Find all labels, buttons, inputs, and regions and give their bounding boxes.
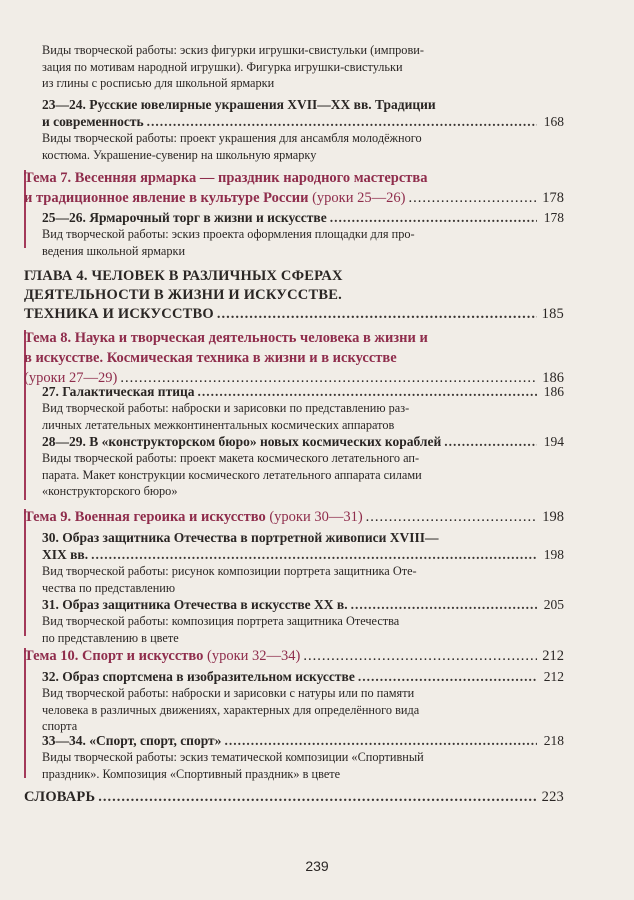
- page-ref: 194: [543, 434, 564, 449]
- page-ref: 223: [541, 789, 564, 805]
- lesson-description: парата. Макет конструкции космического летательного аппарата силами: [42, 467, 422, 482]
- page-ref: 212: [542, 648, 564, 664]
- lesson-description: Вид творческой работы: наброски и зарисовки по представлению раз-: [42, 401, 410, 415]
- chapter-title: ГЛАВА 4. ЧЕЛОВЕК В РАЗЛИЧНЫХ СФЕРАХ: [24, 268, 343, 284]
- page-ref: 212: [543, 669, 564, 684]
- page-number: 239: [305, 858, 329, 874]
- page-ref: 186: [542, 370, 564, 386]
- lesson-title: 28—29. В «конструкторском бюро» новых космических кораблей: [42, 434, 442, 449]
- leader-dots: [224, 732, 537, 749]
- topic-title: и традиционное явление в культуре России: [24, 190, 309, 206]
- toc-entry-lesson-31[interactable]: [42, 596, 564, 646]
- lesson-description: человека в различных движениях, характерных для определённого вида: [42, 702, 420, 717]
- toc-entry-lesson-33-34[interactable]: [42, 732, 564, 782]
- lesson-description: Виды творческой работы: проект макета космического летательного ап-: [42, 451, 420, 465]
- leader-dots: [358, 668, 537, 685]
- toc-entry-topic-7[interactable]: [24, 168, 564, 208]
- glossary-title: СЛОВАРЬ: [24, 789, 96, 805]
- page-ref: 205: [543, 597, 564, 612]
- lesson-description: Виды творческой работы: эскиз тематической композиции «Спортивный: [42, 750, 424, 764]
- leader-dots: [98, 788, 537, 807]
- topic-range: (уроки 32—34): [206, 648, 301, 664]
- topic-range: (уроки 25—26): [312, 190, 406, 206]
- page-ref: 185: [541, 306, 564, 322]
- lesson-description: «конструкторского бюро»: [42, 484, 178, 498]
- toc-entry-lesson-23-24[interactable]: [42, 96, 564, 163]
- leader-dots: [330, 209, 537, 226]
- page-ref: 198: [542, 509, 564, 525]
- lesson-description: Виды творческой работы: проект украшения для ансамбля молодёжного: [42, 131, 422, 145]
- lesson-description: чества по представлению: [42, 580, 176, 595]
- lesson-title: 32. Образ спортсмена в изобразительном искусстве: [42, 669, 355, 684]
- topic-range: (уроки 27—29): [24, 370, 118, 386]
- lesson-description: по представлению в цвете: [42, 630, 179, 645]
- leader-dots: [147, 113, 537, 130]
- lesson-title: 33—34. «Спорт, спорт, спорт»: [42, 733, 222, 748]
- toc-entry-lesson-28-29[interactable]: [42, 433, 564, 500]
- leader-dots: [444, 433, 537, 450]
- leader-dots: [198, 383, 537, 400]
- toc-entry-lesson-25-26[interactable]: [42, 209, 564, 259]
- leader-dots: [408, 188, 537, 208]
- lesson-title: 30. Образ защитника Отечества в портретной живописи XVIII—: [42, 530, 439, 545]
- topic-bracket: [24, 648, 26, 778]
- lesson-title: 23—24. Русские ювелирные украшения XVII—XX вв. Традиции: [42, 97, 436, 112]
- leader-dots: [91, 546, 537, 563]
- lesson-title: 27. Галактическая птица: [42, 384, 195, 399]
- page-ref: 198: [543, 547, 564, 562]
- toc-entry-glossary[interactable]: [24, 788, 564, 807]
- lesson-title: и современность: [42, 114, 144, 129]
- page-ref: 178: [543, 210, 564, 225]
- leader-dots: [366, 507, 537, 527]
- leader-dots: [351, 596, 537, 613]
- topic-title: в искусстве. Космическая техника в жизни и в искусстве: [24, 350, 397, 366]
- toc-entry-topic-10[interactable]: [24, 646, 564, 666]
- lesson-description: спорта: [42, 719, 78, 733]
- page-ref: 186: [543, 384, 564, 399]
- lesson-description: Вид творческой работы: наброски и зарисовки с натуры или по памяти: [42, 686, 415, 700]
- lesson-description: Виды творческой работы: эскиз фигурки игрушки-свистульки (импрови- зация по мотивам народной игрушки). Фигурка игрушки-свистульки из глины с росписью для школьной ярмарки: [42, 43, 424, 90]
- toc-entry-lesson-27[interactable]: [42, 383, 564, 433]
- topic-range: (уроки 30—31): [269, 509, 363, 525]
- lesson-title: 25—26. Ярмарочный торг в жизни и искусстве: [42, 210, 327, 225]
- lesson-title: 31. Образ защитника Отечества в искусстве XX в.: [42, 597, 348, 612]
- page-ref: 178: [542, 190, 564, 206]
- topic-title: Тема 8. Наука и творческая деятельность человека в жизни и: [24, 330, 428, 346]
- topic-title: Тема 7. Весенняя ярмарка — праздник народного мастерства: [24, 170, 428, 186]
- toc-entry-lesson-30[interactable]: [42, 529, 564, 596]
- lesson-title: XIX вв.: [42, 547, 89, 562]
- lesson-description: Вид творческой работы: композиция портрета защитника Отечества: [42, 614, 400, 628]
- topic-title: Тема 9. Военная героика и искусство: [24, 509, 266, 525]
- leader-dots: [303, 646, 537, 666]
- topic-title: Тема 10. Спорт и искусство: [24, 648, 204, 664]
- chapter-title: ТЕХНИКА И ИСКУССТВО: [24, 306, 214, 322]
- lesson-description: личных летательных межконтинентальных космических аппаратов: [42, 417, 395, 432]
- topic-bracket: [24, 509, 26, 636]
- toc-entry-topic-9[interactable]: [24, 507, 564, 527]
- page-ref: 168: [543, 114, 564, 129]
- lesson-description: костюма. Украшение-сувенир на школьную ярмарку: [42, 147, 317, 162]
- toc-entry-topic-8[interactable]: [24, 328, 564, 388]
- lesson-description: праздник». Композиция «Спортивный праздник» в цвете: [42, 766, 341, 781]
- page-ref: 218: [543, 733, 564, 748]
- leader-dots: [217, 305, 537, 324]
- lesson-description: Вид творческой работы: рисунок композиции портрета защитника Оте-: [42, 564, 417, 578]
- lesson-description: Вид творческой работы: эскиз проекта оформления площадки для про-: [42, 227, 415, 241]
- toc-entry-chapter-4[interactable]: [24, 267, 564, 324]
- chapter-title: ДЕЯТЕЛЬНОСТИ В ЖИЗНИ И ИСКУССТВЕ.: [24, 287, 342, 303]
- lesson-description: ведения школьной ярмарки: [42, 243, 186, 258]
- toc-entry-lesson-32[interactable]: [42, 668, 564, 735]
